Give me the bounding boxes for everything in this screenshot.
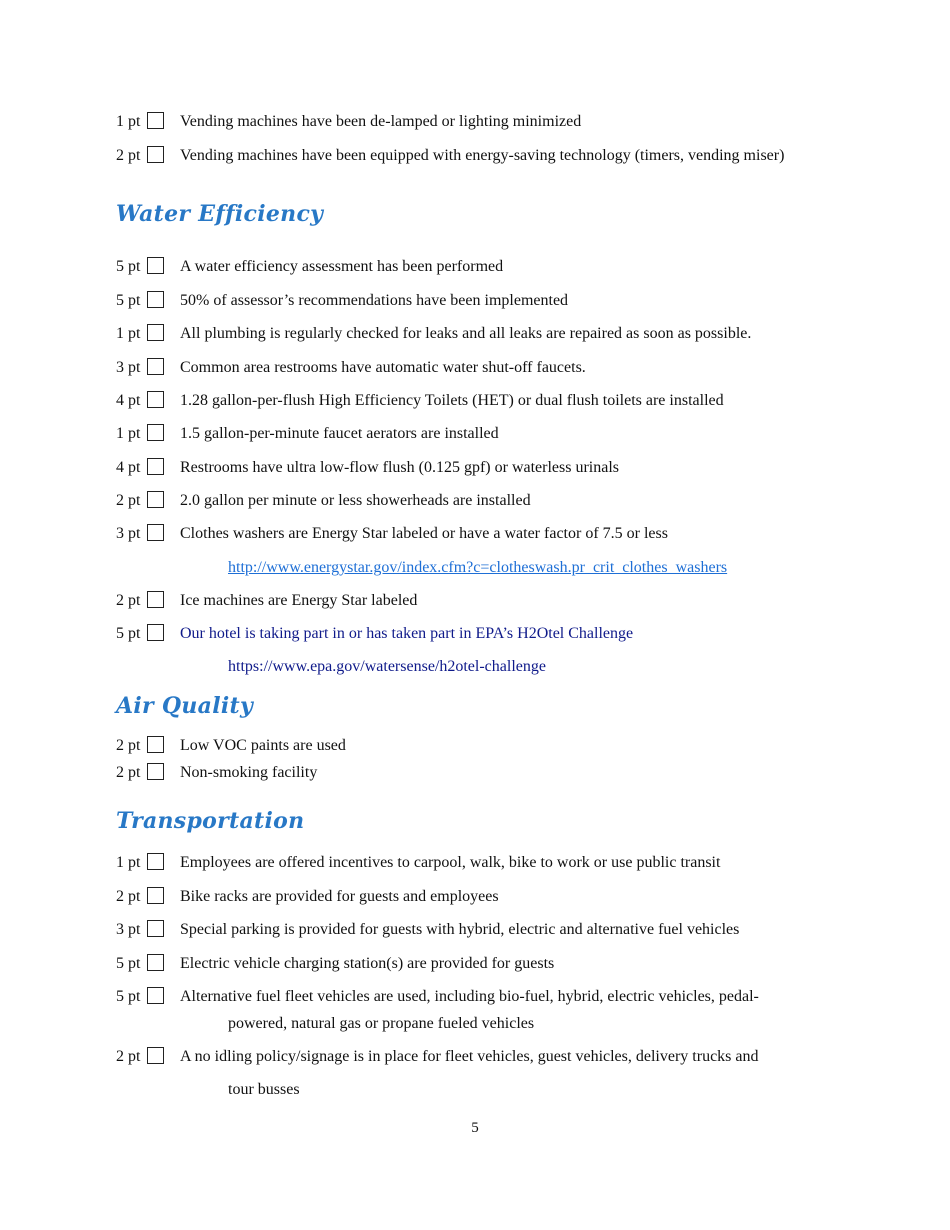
points-label: 2 pt [116,888,141,905]
checklist-item [116,886,910,910]
item-text: Clothes washers are Energy Star labeled or have a water factor of 7.5 or less [180,525,668,542]
checkbox[interactable] [147,257,164,274]
checkbox[interactable] [147,624,164,641]
checkbox[interactable] [147,591,164,608]
energy-star-link[interactable]: http://www.energystar.gov/index.cfm?c=clotheswash.pr_crit_clothes_washers [228,559,728,576]
points-label: 3 pt [116,359,141,376]
item-text-continuation: tour busses [228,1081,300,1098]
checklist-item [116,390,910,414]
points-label: 1 pt [116,325,141,342]
item-text: Alternative fuel fleet vehicles are used, including bio-fuel, hybrid, electric vehicles, pedal- [180,988,759,1005]
checklist-item [116,953,910,977]
item-text: 2.0 gallon per minute or less showerheads are installed [180,492,531,509]
checkbox[interactable] [147,736,164,753]
checklist-item [116,986,910,1010]
item-text: Special parking is provided for guests with hybrid, electric and alternative fuel vehicles [180,921,740,938]
item-text: Employees are offered incentives to carpool, walk, bike to work or use public transit [180,854,721,871]
checkbox[interactable] [147,524,164,541]
section-heading-air-quality: Air Quality [116,693,254,719]
checkbox[interactable] [147,763,164,780]
item-text: Vending machines have been equipped with energy-saving technology (timers, vending miser) [180,147,785,164]
item-text: Ice machines are Energy Star labeled [180,592,418,609]
points-label: 2 pt [116,492,141,509]
checklist-item [116,111,910,135]
checkbox[interactable] [147,146,164,163]
checklist-item [116,523,910,547]
checklist-item [116,145,910,169]
checklist-item [116,290,910,314]
checklist-item [116,1046,910,1070]
points-label: 4 pt [116,459,141,476]
points-label: 2 pt [116,1048,141,1065]
checklist-item [116,623,910,647]
checkbox[interactable] [147,887,164,904]
checklist-item [116,323,910,347]
item-text: All plumbing is regularly checked for leaks and all leaks are repaired as soon as possible. [180,325,752,342]
checklist-item [116,762,910,786]
checkbox[interactable] [147,424,164,441]
checkbox[interactable] [147,853,164,870]
page-number: 5 [471,1120,479,1136]
checklist-item [116,852,910,876]
checkbox[interactable] [147,324,164,341]
points-label: 5 pt [116,292,141,309]
checkbox[interactable] [147,954,164,971]
item-text: Electric vehicle charging station(s) are provided for guests [180,955,555,972]
checkbox[interactable] [147,1047,164,1064]
item-text: Low VOC paints are used [180,737,346,754]
item-text: A water efficiency assessment has been performed [180,258,504,275]
checkbox[interactable] [147,358,164,375]
points-label: 5 pt [116,955,141,972]
checklist-item [116,490,910,514]
item-text: Our hotel is taking part in or has taken part in EPA’s H2Otel Challenge [180,625,634,642]
checklist-item [116,423,910,447]
points-label: 2 pt [116,147,141,164]
points-label: 3 pt [116,921,141,938]
checklist-item [116,590,910,614]
checklist-item [116,256,910,280]
points-label: 1 pt [116,113,141,130]
points-label: 5 pt [116,625,141,642]
points-label: 5 pt [116,258,141,275]
h2otel-link[interactable]: https://www.epa.gov/watersense/h2otel-challenge [228,658,546,675]
item-text: Vending machines have been de-lamped or lighting minimized [180,113,582,130]
item-text-continuation: powered, natural gas or propane fueled vehicles [228,1015,535,1032]
checkbox[interactable] [147,458,164,475]
checkbox[interactable] [147,491,164,508]
points-label: 2 pt [116,592,141,609]
checklist-item [116,457,910,481]
checkbox[interactable] [147,391,164,408]
checkbox[interactable] [147,920,164,937]
points-label: 5 pt [116,988,141,1005]
item-text: 1.28 gallon-per-flush High Efficiency Toilets (HET) or dual flush toilets are installed [180,392,724,409]
points-label: 2 pt [116,737,141,754]
item-text: Common area restrooms have automatic water shut-off faucets. [180,359,586,376]
section-heading-transportation: Transportation [116,808,305,834]
points-label: 3 pt [116,525,141,542]
item-text: A no idling policy/signage is in place for fleet vehicles, guest vehicles, delivery trucks and [180,1048,759,1065]
section-heading-water-efficiency: Water Efficiency [116,201,324,227]
item-text: 1.5 gallon-per-minute faucet aerators are installed [180,425,499,442]
checklist-item [116,357,910,381]
item-text: 50% of assessor’s recommendations have been implemented [180,292,569,309]
points-label: 4 pt [116,392,141,409]
checklist-item [116,735,910,759]
points-label: 1 pt [116,425,141,442]
points-label: 2 pt [116,764,141,781]
points-label: 1 pt [116,854,141,871]
checklist-item [116,919,910,943]
checkbox[interactable] [147,112,164,129]
checkbox[interactable] [147,987,164,1004]
checkbox[interactable] [147,291,164,308]
item-text: Restrooms have ultra low-flow flush (0.125 gpf) or waterless urinals [180,459,620,476]
item-text: Non-smoking facility [180,764,318,781]
item-text: Bike racks are provided for guests and employees [180,888,499,905]
